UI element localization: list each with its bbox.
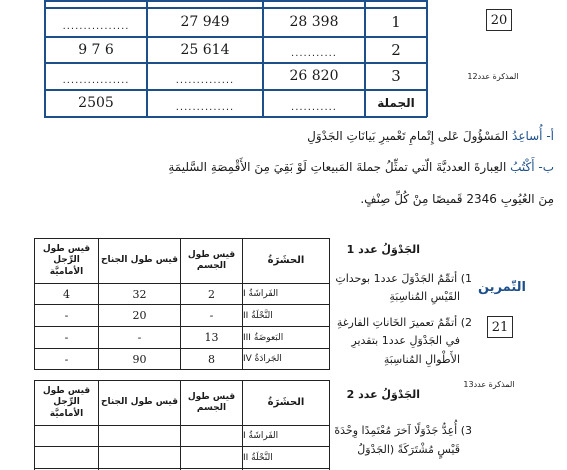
instruction-a-verb: أ- أُساعِدُ <box>512 129 554 143</box>
t2-header-leg: قيس طول الرِّجل الأماميَّة <box>42 386 91 419</box>
top-row4-c1: ........... <box>291 101 337 113</box>
instruction-a <box>150 129 554 143</box>
instruction-2b: في الجَدْوَلِ عدد1 بتقديرِ <box>351 334 460 347</box>
top-row3-c3: ................ <box>62 74 130 86</box>
exercise-number-20: 20 <box>486 9 512 31</box>
exercise-number-21: 21 <box>487 316 513 338</box>
top-row4-c3: 2505 <box>78 95 114 111</box>
t1-row3-body: 13 <box>204 331 219 344</box>
t1-row1-name: الفَراشَةُ I <box>243 289 279 299</box>
t1-row2-body: - <box>209 309 214 322</box>
top-row1-label: 1 <box>391 13 401 31</box>
top-row3-c2: .............. <box>175 74 235 86</box>
top-total-label: الجملة <box>377 96 415 110</box>
t1-row1-leg: 4 <box>63 287 70 301</box>
insect-table-1 <box>0 238 330 375</box>
t1-row2-wing: 20 <box>132 309 147 322</box>
instruction-b <box>120 160 554 174</box>
top-row2-c2: 25 614 <box>180 41 230 58</box>
instruction-2c: الأَطْوالِ المُناسِبَةِ <box>383 353 460 366</box>
t1-row2-leg: - <box>64 309 69 322</box>
instruction-a-text: المَسْؤُولَ عَلى إِتْمامِ تَعْميرِ بَيانَاتِ الجَدْوَلِ <box>307 129 513 143</box>
top-row2-c3: 9 7 6 <box>78 41 114 58</box>
t2-header-body: قيس طول الجسم <box>187 391 236 413</box>
t1-row1-body: 2 <box>208 287 215 301</box>
t1-header-leg: قيس طول الرِّجل الأماميَّة <box>42 244 91 277</box>
t1-row4-body: 8 <box>208 352 215 366</box>
t2-header-insect: الحشَرَةُ <box>267 396 305 408</box>
top-row1-c1: 28 398 <box>289 14 339 30</box>
table-1-title: الجَدْوَلُ عدد 1 <box>346 243 420 256</box>
t1-row3-wing: - <box>137 331 142 344</box>
t1-row1-wing: 32 <box>132 287 147 301</box>
instruction-b-text: العِبارةَ العدديَّةَ الّتي تمثِّلُ جملةَ المَبيعاتِ لَوْ بَقِيَ مِنَ الأَقْمِصَةِ السَّليمَةِ <box>168 160 511 174</box>
t1-row2-name: النَّحْلَةُ II <box>243 310 273 321</box>
t1-row3-name: البَعوضَةُ III <box>243 332 284 343</box>
t1-row4-wing: 90 <box>132 352 147 366</box>
t1-header-body: قيس طول الجسم <box>187 249 236 271</box>
instruction-3b: قَيْسٍ مُشْتَرَكَةً (الجَدْوَلُ <box>357 443 460 456</box>
table-2-title: الجَدْوَلُ عدد 2 <box>346 388 420 401</box>
instruction-b-verb: ب- أَكْتُبُ <box>510 160 554 174</box>
t1-row3-leg: - <box>64 331 69 344</box>
t2-header-wing: قيس طول الجناح <box>101 397 178 408</box>
instruction-3a: 3) أُعِدُّ جَدْوَلًا آخرَ مُعْتَمِدًا وِحْدَةَ <box>334 424 472 437</box>
instruction-c: مِنَ العُيُوبِ 2346 قَميصًا مِنْ كُلِّ صِنْفٍ. <box>360 192 554 206</box>
instruction-2a: 2) أتمِّمُ تعميرَ الخَاناتِ الفارغةِ <box>336 316 472 329</box>
t1-row4-leg: - <box>64 352 69 366</box>
note-12: المذكرة عدد12 <box>467 72 519 81</box>
top-row4-c2: .............. <box>175 101 235 113</box>
instruction-1a: 1) أتمِّمُ الجَدْوَلَ عدد1 بوحداتِ <box>335 272 472 285</box>
top-row3-c1: 26 820 <box>289 68 339 84</box>
t1-header-insect: الحشَرَةُ <box>267 254 305 266</box>
t2-row1-name: الفَراشَةُ I <box>243 431 279 441</box>
t1-header-wing: قيس طول الجناح <box>101 255 178 266</box>
top-row1-c3: ................ <box>62 20 130 32</box>
note-13: المذكرة عدد13 <box>463 380 515 389</box>
top-row3-label: 3 <box>391 67 401 85</box>
t2-row2-name: النَّحْلَةُ II <box>243 452 273 463</box>
top-table <box>0 0 567 118</box>
instruction-1b: القَيْسِ المُناسِبَةِ <box>389 290 460 303</box>
top-row2-label: 2 <box>391 40 401 59</box>
insect-table-2 <box>0 380 330 470</box>
tamrin-label: التّمرين <box>477 280 527 295</box>
top-row1-c2: 27 949 <box>180 14 230 30</box>
t1-row4-name: الجَرادَةُ IV <box>243 354 282 364</box>
top-row2-c1: ........... <box>291 48 337 59</box>
